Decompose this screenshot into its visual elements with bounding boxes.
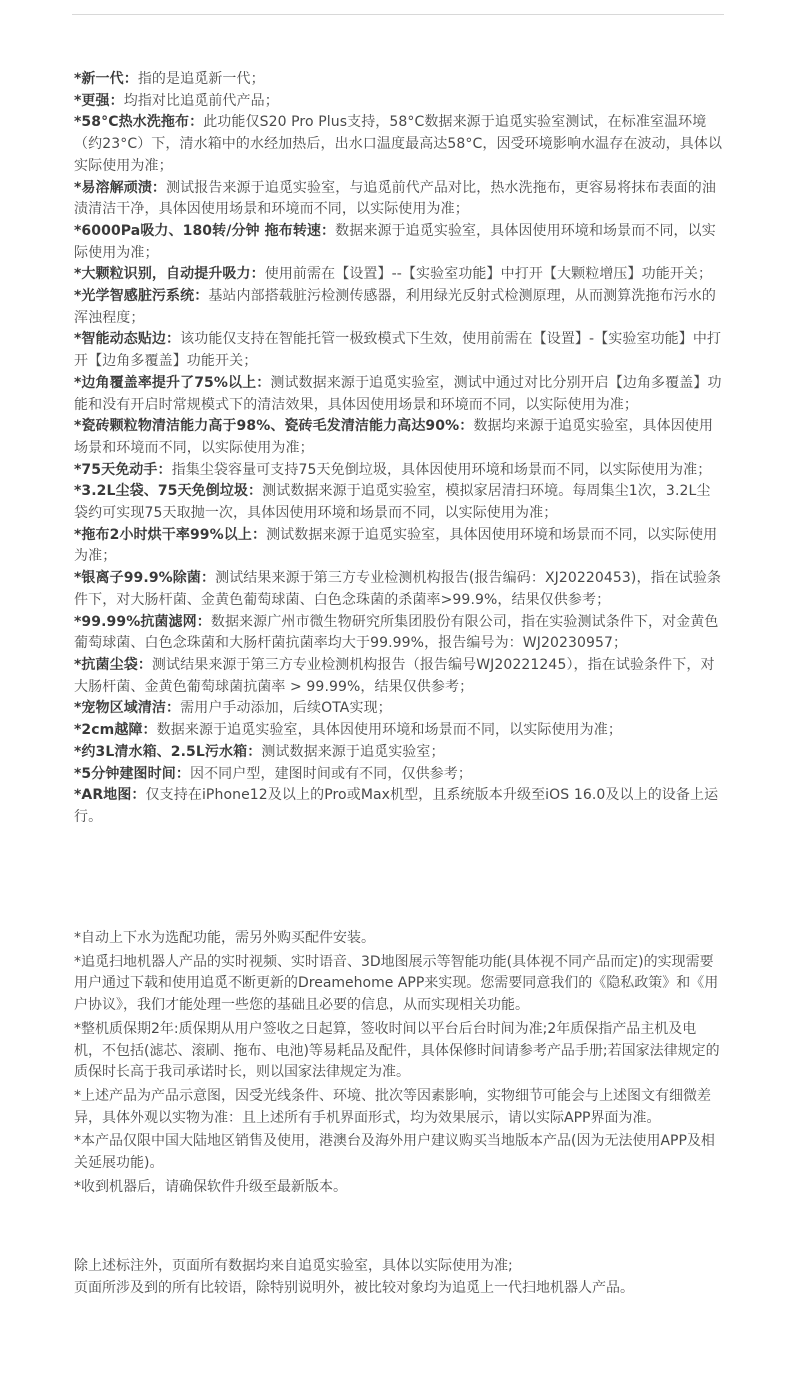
note-item: [74, 178, 724, 221]
note-text: 数据来源于追觅实验室，具体因使用环境和场景而不同，以实际使用为准；: [156, 722, 622, 739]
note-text: 测试报告来源于追觅实验室，与追觅前代产品对比，热水洗拖布，更容易将抹布表面的油渍清洁干净，具体因使用场景和环境而不同，以实际使用为准；: [74, 179, 716, 218]
note-key: *2cm越障：: [74, 722, 157, 739]
note-text: 数据均来源于追觅实验室，具体因使用场景和环境而不同，以实际使用为准；: [74, 418, 714, 456]
note-item: [74, 221, 724, 264]
note-text: 该功能仅支持在智能托管一极致模式下生效，使用前需在【设置】-【实验室功能】中打开【边角多覆盖】功能开关；: [74, 331, 722, 370]
note-key: *99.99%抗菌滤网：: [74, 613, 211, 630]
top-divider: [72, 14, 724, 15]
disclaimer-item: *收到机器后，请确保软件升级至最新版本。: [74, 1178, 347, 1195]
note-item: [74, 264, 724, 286]
note-item: [74, 69, 724, 91]
disclaimer-item: *追觅扫地机器人产品的实时视频、实时语音、3D地图展示等智能功能(具体视不同产品而定)的实现需要用户通过下载和使用追觅不断更新的Dreamehome APP来实现。您需要同意我们的《隐私政策》和《用户协议》，我们才能处理一些您的基础且必要的信息，从而实现相关功能。: [74, 953, 719, 1014]
note-key: *抗菌尘袋：: [74, 656, 152, 673]
footer-notes: [74, 1256, 724, 1299]
note-key: *瓷砖颗粒物清洁能力高于98%、瓷砖毛发清洁能力高达90%：: [74, 418, 474, 435]
note-key: *易溶解顽渍：: [74, 179, 167, 196]
note-key: *新一代：: [74, 71, 138, 87]
note-item: [74, 112, 724, 177]
note-key: *拖布2小时烘干率99%以上：: [74, 526, 267, 543]
note-item: [74, 329, 724, 372]
disclaimer-list: [74, 928, 724, 1200]
note-key: *银离子99.9%除菌：: [74, 570, 216, 587]
note-item: [74, 568, 724, 611]
feature-notes-list: [74, 69, 724, 829]
note-item: [74, 481, 724, 524]
note-text: 测试结果来源于第三方专业检测机构报告（报告编号WJ20221245），指在试验条件下，对大肠杆菌、金黄色葡萄球菌抗菌率 > 99.99%，结果仅供参考；: [74, 656, 715, 695]
note-key: *光学智感脏污系统：: [74, 288, 209, 305]
note-text: 测试数据来源于追觅实验室，模拟家居清扫环境。每周集尘1次，3.2L尘袋约可实现75天取抛一次，具体因使用环境和场景而不同，以实际使用为准；: [74, 483, 711, 522]
note-key: *6000Pa吸力、180转/分钟 拖布转速：: [74, 222, 336, 239]
note-text: 指集尘袋容量可支持75天免倒垃圾，具体因使用环境和场景而不同，以实际使用为准；: [171, 461, 712, 478]
note-item: [74, 764, 724, 786]
footer-line: 页面所涉及到的所有比较语，除特别说明外，被比较对象均为追觅上一代扫地机器人产品。: [74, 1279, 634, 1296]
note-key: *AR地图：: [74, 787, 146, 804]
note-item: [74, 460, 724, 482]
note-text: 指的是追觅新一代；: [137, 71, 265, 87]
note-text: 因不同户型，建图时间或有不同，仅供参考；: [189, 765, 472, 782]
note-text: 均指对比追觅前代产品；: [123, 92, 279, 109]
note-text: 基站内部搭载脏污检测传感器，利用绿光反射式检测原理，从而测算洗拖布污水的浑浊程度；: [74, 288, 716, 326]
note-item: [74, 416, 724, 459]
note-item: [74, 785, 724, 828]
note-key: *3.2L尘袋、75天免倒垃圾：: [74, 483, 263, 500]
note-item: [74, 720, 724, 742]
disclaimer-item: *整机质保期2年:质保期从用户签收之日起算，签收时间以平台后台时间为准;2年质保指产品主机及电机，不包括(滤芯、滚刷、拖布、电池)等易耗品及配件，具体保修时间请参考产品手册;若国家法律规定的质保时长高于我司承诺时长，则以国家法律规定为准。: [74, 1020, 720, 1081]
note-item: [74, 655, 724, 698]
note-item: [74, 286, 724, 329]
note-key: *75天免动手：: [74, 461, 172, 478]
disclaimer-item: *本产品仅限中国大陆地区销售及使用，港澳台及海外用户建议购买当地版本产品(因为无法使用APP及相关延展功能)。: [74, 1133, 715, 1172]
disclaimer-item: *自动上下水为选配功能，需另外购买配件安装。: [74, 930, 375, 946]
note-key: *更强：: [74, 92, 124, 109]
note-text: 需用户手动添加，后续OTA实现；: [180, 700, 392, 717]
note-text: 使用前需在【设置】--【实验室功能】中打开【大颗粒增压】功能开关；: [264, 266, 713, 283]
note-text: 测试数据来源于追觅实验室；: [261, 743, 445, 760]
note-text: 测试结果来源于第三方专业检测机构报告(报告编码：XJ20220453)，指在试验条件下，对大肠杆菌、金黄色葡萄球菌、白色念珠菌的杀菌率>99.9%，结果仅供参考；: [74, 570, 722, 608]
note-text: 仅支持在iPhone12及以上的Pro或Max机型，且系统版本升级至iOS 16.0及以上的设备上运行。: [74, 787, 719, 825]
note-key: *大颗粒识别，自动提升吸力：: [74, 266, 265, 283]
note-item: [74, 373, 724, 416]
note-item: [74, 612, 724, 655]
note-item: [74, 91, 724, 113]
disclaimer-item: *上述产品为产品示意图，因受光线条件、环境、批次等因素影响，实物细节可能会与上述图文有细微差异，具体外观以实物为准：且上述所有手机界面形式，均为效果展示，请以实际APP界面为准。: [74, 1087, 711, 1126]
footer-line: 除上述标注外，页面所有数据均来自追觅实验室，具体以实际使用为准;: [74, 1258, 513, 1274]
note-item: [74, 525, 724, 568]
note-text: 数据来源广州市微生物研究所集团股份有限公司，指在实验测试条件下，对金黄色葡萄球菌、白色念珠菌和大肠杆菌抗菌率均大于99.99%，报告编号为：WJ20230957；: [74, 613, 719, 652]
note-key: *58°C热水洗拖布：: [74, 114, 204, 131]
note-item: [74, 742, 724, 764]
note-key: *智能动态贴边：: [74, 331, 181, 348]
note-key: *约3L清水箱、2.5L污水箱：: [74, 743, 262, 760]
note-item: [74, 698, 724, 720]
note-text: 此功能仅S20 Pro Plus支持，58°C数据来源于追觅实验室测试，在标准室温环境（约23°C）下，清水箱中的水经加热后，出水口温度最高达58°C，因受环境影响水温存在波动，具体以实际使用为准；: [74, 114, 723, 174]
note-text: 测试数据来源于追觅实验室，具体因使用环境和场景而不同，以实际使用为准；: [74, 526, 718, 565]
note-key: *宠物区域清洁：: [74, 700, 181, 717]
note-text: 数据来源于追觅实验室，具体因使用环境和场景而不同，以实际使用为准；: [74, 222, 716, 261]
note-key: *5分钟建图时间：: [74, 765, 190, 782]
note-key: *边角覆盖率提升了75%以上：: [74, 374, 271, 391]
note-text: 测试数据来源于追觅实验室，测试中通过对比分别开启【边角多覆盖】功能和没有开启时常规模式下的清洁效果，具体因使用场景和环境而不同，以实际使用为准；: [74, 374, 722, 413]
